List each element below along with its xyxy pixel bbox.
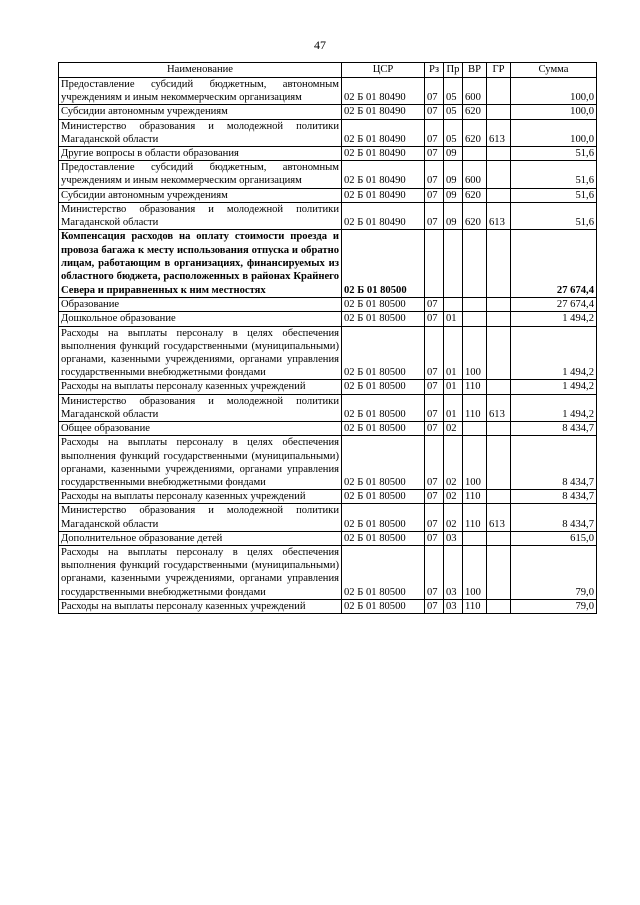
budget-table (58, 62, 597, 614)
cell-vr (463, 298, 487, 312)
cell-gr (487, 380, 511, 394)
cell-code: 02 Б 01 80490 (342, 105, 425, 119)
cell-sum: 615,0 (511, 531, 597, 545)
cell-vr: 620 (463, 119, 487, 146)
table-row (59, 422, 597, 436)
cell-gr (487, 436, 511, 490)
cell-code: 02 Б 01 80500 (342, 326, 425, 380)
cell-vr: 100 (463, 436, 487, 490)
cell-pr: 02 (444, 490, 463, 504)
page-number: 47 (314, 38, 326, 52)
cell-sum: 8 434,7 (511, 490, 597, 504)
header-gr: ГР (487, 63, 511, 78)
cell-sum: 51,6 (511, 147, 597, 161)
cell-name: Расходы на выплаты персоналу в целях обеспечения выполнения функций государственными (муниципальными) органами, казенными учреждениями, органами управления государственными внебюджетными фондами (59, 326, 342, 380)
cell-code: 02 Б 01 80500 (342, 545, 425, 599)
cell-pr (444, 230, 463, 298)
cell-sum: 100,0 (511, 105, 597, 119)
cell-sum: 100,0 (511, 119, 597, 146)
cell-code: 02 Б 01 80490 (342, 188, 425, 202)
header-pr: Пр (444, 63, 463, 78)
table-body (59, 78, 597, 614)
cell-gr (487, 188, 511, 202)
cell-rz: 07 (425, 504, 444, 531)
cell-gr: 613 (487, 504, 511, 531)
cell-vr: 620 (463, 188, 487, 202)
table-row (59, 312, 597, 326)
cell-name: Расходы на выплаты персоналу в целях обеспечения выполнения функций государственными (муниципальными) органами, казенными учреждениями, органами управления государственными внебюджетными фондами (59, 436, 342, 490)
cell-rz (425, 230, 444, 298)
cell-name: Субсидии автономным учреждениям (59, 188, 342, 202)
cell-sum: 100,0 (511, 78, 597, 105)
cell-rz: 07 (425, 161, 444, 188)
cell-name: Министерство образования и молодежной политики Магаданской области (59, 202, 342, 229)
cell-gr (487, 312, 511, 326)
cell-vr (463, 312, 487, 326)
cell-vr: 110 (463, 394, 487, 421)
cell-code: 02 Б 01 80500 (342, 531, 425, 545)
table-row (59, 490, 597, 504)
table-row (59, 202, 597, 229)
header-vr: ВР (463, 63, 487, 78)
cell-name: Субсидии автономным учреждениям (59, 105, 342, 119)
cell-rz: 07 (425, 105, 444, 119)
table-row (59, 147, 597, 161)
cell-pr: 02 (444, 422, 463, 436)
header-name: Наименование (59, 63, 342, 78)
table-row (59, 545, 597, 599)
cell-name: Расходы на выплаты персоналу казенных учреждений (59, 599, 342, 613)
cell-vr: 600 (463, 161, 487, 188)
cell-pr: 05 (444, 78, 463, 105)
cell-code: 02 Б 01 80500 (342, 230, 425, 298)
cell-gr (487, 531, 511, 545)
cell-name: Дошкольное образование (59, 312, 342, 326)
cell-name: Министерство образования и молодежной политики Магаданской области (59, 504, 342, 531)
cell-sum: 1 494,2 (511, 394, 597, 421)
cell-gr (487, 105, 511, 119)
table-row (59, 161, 597, 188)
cell-rz: 07 (425, 312, 444, 326)
table-row (59, 436, 597, 490)
cell-gr (487, 78, 511, 105)
cell-rz: 07 (425, 326, 444, 380)
cell-pr: 01 (444, 326, 463, 380)
cell-code: 02 Б 01 80500 (342, 490, 425, 504)
cell-gr (487, 230, 511, 298)
cell-code: 02 Б 01 80490 (342, 202, 425, 229)
cell-code: 02 Б 01 80500 (342, 422, 425, 436)
cell-sum: 8 434,7 (511, 504, 597, 531)
cell-pr: 03 (444, 599, 463, 613)
cell-vr: 110 (463, 380, 487, 394)
cell-rz: 07 (425, 298, 444, 312)
cell-name: Расходы на выплаты персоналу казенных учреждений (59, 380, 342, 394)
cell-gr: 613 (487, 202, 511, 229)
cell-vr (463, 147, 487, 161)
cell-rz: 07 (425, 147, 444, 161)
table-header-row (59, 63, 597, 78)
cell-rz: 07 (425, 545, 444, 599)
cell-pr: 03 (444, 531, 463, 545)
cell-rz: 07 (425, 78, 444, 105)
cell-name: Другие вопросы в области образования (59, 147, 342, 161)
cell-vr: 620 (463, 105, 487, 119)
cell-code: 02 Б 01 80490 (342, 161, 425, 188)
cell-rz: 07 (425, 188, 444, 202)
cell-name: Расходы на выплаты персоналу в целях обеспечения выполнения функций государственными (муниципальными) органами, казенными учреждениями, органами управления государственными внебюджетными фондами (59, 545, 342, 599)
table-row (59, 105, 597, 119)
cell-sum: 1 494,2 (511, 326, 597, 380)
cell-rz: 07 (425, 202, 444, 229)
cell-gr (487, 545, 511, 599)
cell-sum: 79,0 (511, 545, 597, 599)
cell-pr: 01 (444, 394, 463, 421)
cell-name: Компенсация расходов на оплату стоимости проезда и провоза багажа к месту использования отпуска и обратно лицам, работающим в организациях, финансируемых из областного бюджета, расположенных в районах Крайнего Севера и приравненных к ним местностях (59, 230, 342, 298)
cell-pr: 02 (444, 436, 463, 490)
cell-pr: 05 (444, 105, 463, 119)
cell-sum: 1 494,2 (511, 380, 597, 394)
header-sum: Сумма (511, 63, 597, 78)
cell-gr (487, 326, 511, 380)
cell-name: Предоставление субсидий бюджетным, автономным учреждениям и иным некоммерческим организациям (59, 161, 342, 188)
cell-name: Расходы на выплаты персоналу казенных учреждений (59, 490, 342, 504)
cell-rz: 07 (425, 531, 444, 545)
table-row (59, 394, 597, 421)
cell-gr: 613 (487, 119, 511, 146)
cell-vr: 600 (463, 78, 487, 105)
table-row (59, 119, 597, 146)
cell-vr: 110 (463, 599, 487, 613)
cell-code: 02 Б 01 80500 (342, 298, 425, 312)
header-rz: Рз (425, 63, 444, 78)
cell-vr (463, 422, 487, 436)
cell-sum: 8 434,7 (511, 436, 597, 490)
cell-rz: 07 (425, 119, 444, 146)
cell-rz: 07 (425, 599, 444, 613)
cell-rz: 07 (425, 394, 444, 421)
cell-code: 02 Б 01 80500 (342, 394, 425, 421)
cell-code: 02 Б 01 80490 (342, 147, 425, 161)
cell-gr (487, 490, 511, 504)
cell-vr: 620 (463, 202, 487, 229)
cell-sum: 79,0 (511, 599, 597, 613)
cell-vr: 110 (463, 490, 487, 504)
cell-vr: 100 (463, 545, 487, 599)
cell-sum: 27 674,4 (511, 298, 597, 312)
cell-pr (444, 298, 463, 312)
table-row (59, 78, 597, 105)
table-row (59, 230, 597, 298)
cell-pr: 09 (444, 188, 463, 202)
cell-vr: 110 (463, 504, 487, 531)
cell-code: 02 Б 01 80490 (342, 119, 425, 146)
cell-gr: 613 (487, 394, 511, 421)
cell-gr (487, 422, 511, 436)
cell-vr (463, 230, 487, 298)
table-row (59, 599, 597, 613)
cell-code: 02 Б 01 80500 (342, 312, 425, 326)
table-row (59, 380, 597, 394)
table-row (59, 504, 597, 531)
cell-gr (487, 298, 511, 312)
table-row (59, 188, 597, 202)
cell-sum: 1 494,2 (511, 312, 597, 326)
cell-code: 02 Б 01 80490 (342, 78, 425, 105)
cell-code: 02 Б 01 80500 (342, 436, 425, 490)
cell-sum: 51,6 (511, 161, 597, 188)
cell-pr: 01 (444, 312, 463, 326)
cell-vr (463, 531, 487, 545)
cell-rz: 07 (425, 422, 444, 436)
table-row (59, 298, 597, 312)
cell-rz: 07 (425, 380, 444, 394)
cell-pr: 01 (444, 380, 463, 394)
cell-name: Образование (59, 298, 342, 312)
cell-sum: 51,6 (511, 188, 597, 202)
cell-code: 02 Б 01 80500 (342, 504, 425, 531)
cell-pr: 03 (444, 545, 463, 599)
table-row (59, 326, 597, 380)
cell-pr: 09 (444, 161, 463, 188)
cell-name: Министерство образования и молодежной политики Магаданской области (59, 394, 342, 421)
cell-pr: 05 (444, 119, 463, 146)
cell-sum: 51,6 (511, 202, 597, 229)
cell-sum: 8 434,7 (511, 422, 597, 436)
cell-rz: 07 (425, 436, 444, 490)
cell-gr (487, 161, 511, 188)
cell-sum: 27 674,4 (511, 230, 597, 298)
cell-pr: 02 (444, 504, 463, 531)
cell-rz: 07 (425, 490, 444, 504)
cell-gr (487, 147, 511, 161)
cell-vr: 100 (463, 326, 487, 380)
header-code: ЦСР (342, 63, 425, 78)
cell-code: 02 Б 01 80500 (342, 380, 425, 394)
cell-code: 02 Б 01 80500 (342, 599, 425, 613)
cell-name: Министерство образования и молодежной политики Магаданской области (59, 119, 342, 146)
cell-pr: 09 (444, 147, 463, 161)
cell-name: Дополнительное образование детей (59, 531, 342, 545)
cell-name: Общее образование (59, 422, 342, 436)
cell-gr (487, 599, 511, 613)
cell-pr: 09 (444, 202, 463, 229)
table-row (59, 531, 597, 545)
cell-name: Предоставление субсидий бюджетным, автономным учреждениям и иным некоммерческим организациям (59, 78, 342, 105)
